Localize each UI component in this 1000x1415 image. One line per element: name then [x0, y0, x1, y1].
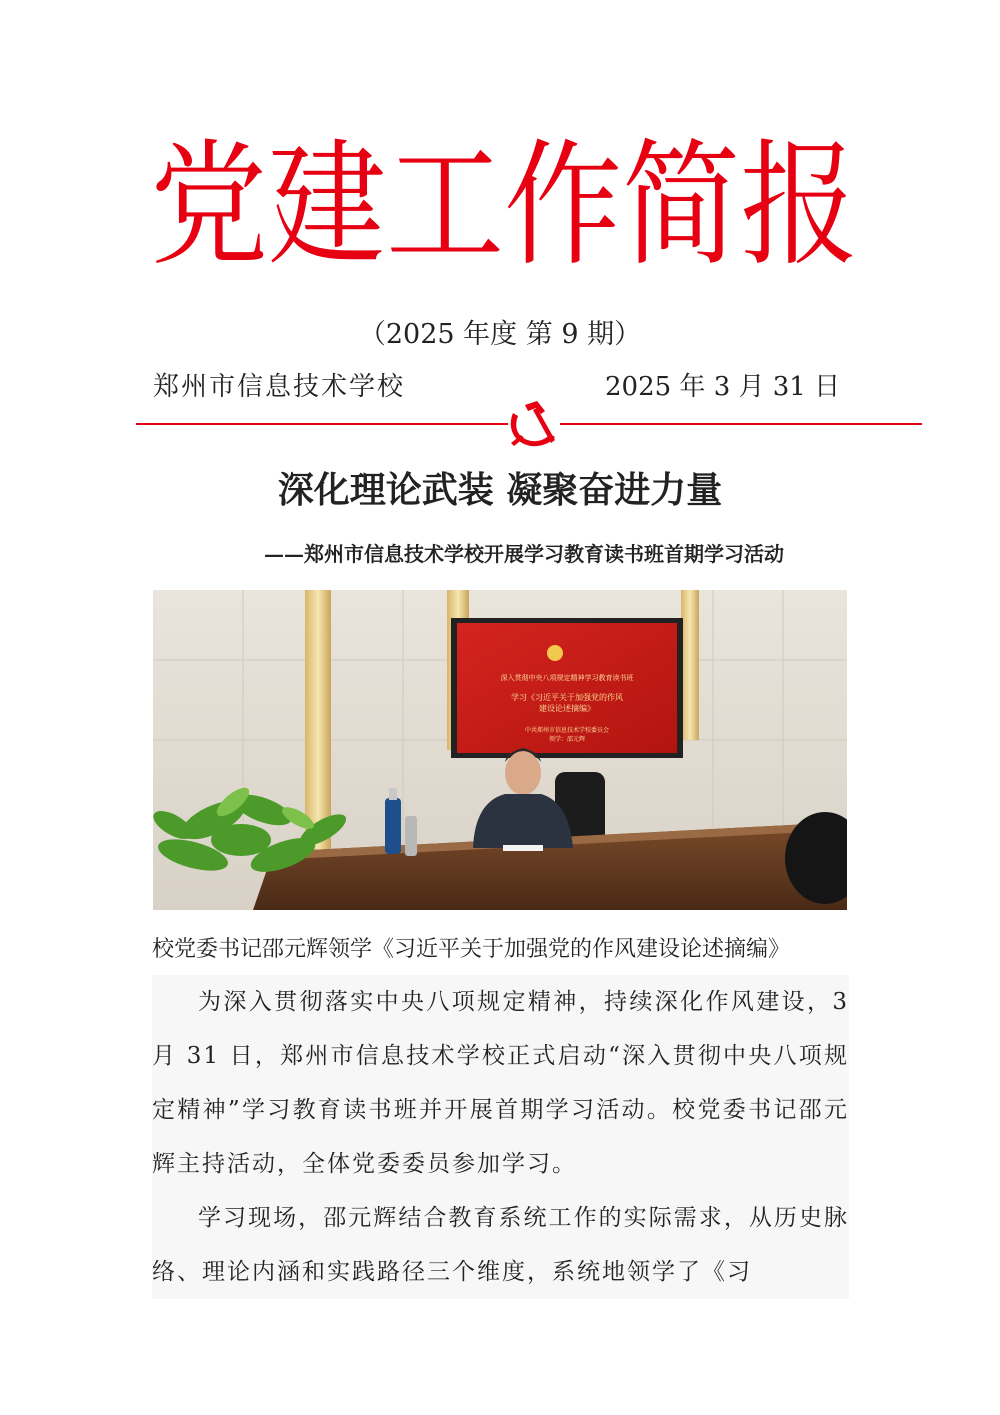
screen-text: 深入贯彻中央八项规定精神学习教育读书班: [500, 674, 634, 682]
screen-text: 学习《习近平关于加强党的作风: [511, 693, 623, 702]
organization-name: 郑州市信息技术学校: [153, 372, 406, 402]
masthead-char: 建: [268, 125, 387, 285]
photo-caption: 校党委书记邵元辉领学《习近平关于加强党的作风建设论述摘编》: [152, 937, 791, 962]
body-paragraph: 为深入贯彻落实中央八项规定精神，持续深化作风建设，3 月 31 日，郑州市信息技术学校正式启动“深入贯彻中央八项规定精神”学习教育读书班并开展首期学习活动。校党委书记邵元辉主持活动，全体党委委员参加学习。: [152, 989, 849, 1177]
screen-text: 领学：邵元辉: [548, 736, 586, 743]
masthead-char: 报: [740, 125, 859, 285]
divider-right: [560, 423, 922, 425]
issue-date: 2025 年 3 月 31 日: [605, 372, 841, 402]
article-headline: 深化理论武装 凝聚奋进力量: [277, 469, 723, 511]
body-paragraph: 学习现场，邵元辉结合教育系统工作的实际需求，从历史脉络、理论内涵和实践路径三个维度，系统地领学了《习: [152, 1205, 849, 1285]
article-subheadline: ——郑州市信息技术学校开展学习教育读书班首期学习活动: [264, 542, 784, 566]
masthead-char: 作: [504, 125, 623, 285]
meeting-photo: [153, 590, 847, 910]
party-emblem-icon: [503, 399, 563, 451]
screen-text: 中共郑州市信息技术学校委员会: [524, 727, 610, 734]
masthead-char: 工: [386, 125, 505, 285]
masthead-title: [150, 125, 859, 285]
issue-number: （2025 年度 第 9 期）: [358, 319, 642, 350]
article-body: [152, 975, 849, 1299]
divider-left: [136, 423, 508, 425]
masthead-char: 党: [150, 125, 269, 285]
masthead-char: 简: [622, 125, 741, 285]
screen-text: 建设论述摘编》: [539, 704, 595, 713]
